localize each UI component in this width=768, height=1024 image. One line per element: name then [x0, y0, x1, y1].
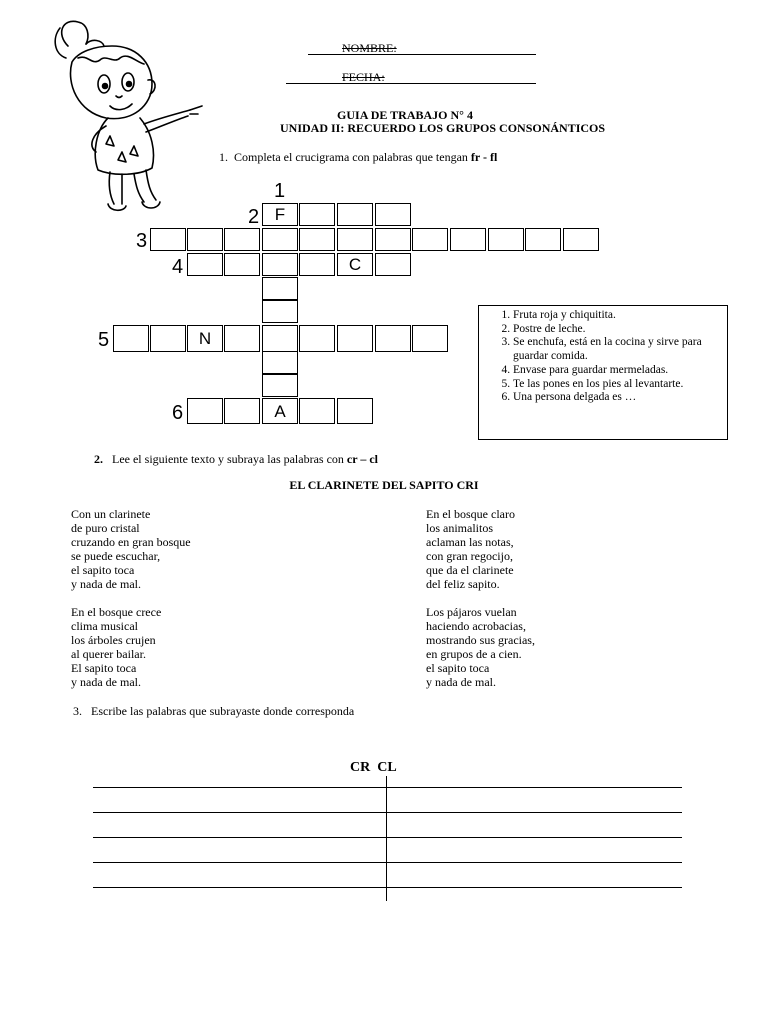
- crossword-letter-f: F: [274, 205, 286, 224]
- crossword-cell[interactable]: [450, 228, 486, 251]
- clues-box: [478, 305, 728, 440]
- crossword-cell[interactable]: [337, 398, 373, 424]
- crossword-cell[interactable]: [187, 228, 223, 251]
- answer-line[interactable]: [93, 862, 682, 863]
- crossword-cell[interactable]: [337, 325, 373, 352]
- crossword-cell[interactable]: [262, 398, 298, 424]
- poem-line: aclaman las notas,: [426, 535, 514, 549]
- clue-item: 3. Se enchufa, está en la cocina y sirve para guardar comida.: [513, 336, 723, 363]
- answer-line[interactable]: [93, 787, 682, 788]
- section1-text: Completa el crucigrama con palabras que tengan: [234, 150, 471, 164]
- answer-line[interactable]: [93, 812, 682, 813]
- section3-number: 3.: [73, 704, 82, 718]
- poem-line: y nada de mal.: [71, 675, 141, 689]
- page-subtitle: UNIDAD II: RECUERDO LOS GRUPOS CONSONÁNTICOS: [280, 121, 606, 135]
- stanza-1: [71, 507, 191, 591]
- clue-number-3: 3: [136, 230, 148, 252]
- crossword-cell[interactable]: [224, 228, 260, 251]
- crossword-cell[interactable]: [262, 325, 298, 352]
- crossword-letter-a: A: [274, 402, 286, 421]
- section2-instruction: [94, 452, 378, 467]
- poem-line: de puro cristal: [71, 521, 140, 535]
- crossword-cell[interactable]: [262, 228, 298, 251]
- clue-item: 4. Envase para guardar mermeladas.: [513, 364, 723, 378]
- section3-text: Escribe las palabras que subrayaste donde corresponda: [91, 704, 355, 718]
- poem-title: EL CLARINETE DEL SAPITO CRI: [289, 478, 479, 492]
- poem-line: el sapito toca: [71, 563, 135, 577]
- poem-left-column: [71, 507, 191, 703]
- clue-item: 1. Fruta roja y chiquitita.: [513, 309, 723, 323]
- answer-line[interactable]: [93, 837, 682, 838]
- stanza-3: [426, 507, 535, 591]
- crossword-cell[interactable]: [563, 228, 599, 251]
- crossword-cell[interactable]: [337, 228, 373, 251]
- clue-item: 2. Postre de leche.: [513, 323, 723, 337]
- page-title: GUIA DE TRABAJO N° 4: [337, 108, 473, 122]
- crossword-cell[interactable]: [224, 398, 260, 424]
- poem-line: cruzando en gran bosque: [71, 535, 191, 549]
- crossword-letter-c: C: [348, 255, 362, 274]
- column-header-cl: CL: [377, 760, 397, 775]
- poem-line: se puede escuchar,: [71, 549, 161, 563]
- poem-line: que da el clarinete: [426, 563, 514, 577]
- section2-bold: cr – cl: [346, 452, 379, 466]
- poem-line: haciendo acrobacias,: [426, 619, 526, 633]
- clue-item: 5. Te las pones en los pies al levantarte.: [513, 378, 723, 392]
- poem-line: Los pájaros vuelan: [426, 605, 517, 619]
- clue-item: 6. Una persona delgada es …: [513, 391, 723, 405]
- crossword-cell[interactable]: [337, 203, 373, 226]
- poem-right-column: [426, 507, 535, 703]
- poem-line: En el bosque crece: [71, 605, 162, 619]
- section3-instruction: [73, 704, 354, 719]
- crossword-cell[interactable]: [299, 325, 335, 352]
- crossword-cell[interactable]: [262, 374, 298, 397]
- crossword-cell[interactable]: [224, 325, 260, 352]
- crossword-cell[interactable]: [224, 253, 260, 276]
- poem-line: clima musical: [71, 619, 138, 633]
- poem-line: y nada de mal.: [71, 577, 141, 591]
- crossword-cell[interactable]: [299, 203, 335, 226]
- crossword-cell[interactable]: [375, 203, 411, 226]
- stanza-4: [426, 605, 535, 689]
- section2-text: Lee el siguiente texto y subraya las palabras con: [112, 452, 347, 466]
- answer-line[interactable]: [93, 887, 682, 888]
- name-label: NOMBRE:: [342, 41, 397, 55]
- poem-line: al querer bailar.: [71, 647, 146, 661]
- clue-number-2: 2: [248, 206, 260, 228]
- crossword-cell[interactable]: [412, 228, 448, 251]
- poem-line: en grupos de a cien.: [426, 647, 522, 661]
- crossword-cell[interactable]: [299, 398, 335, 424]
- poem-line: El sapito toca: [71, 661, 137, 675]
- section1-number: 1.: [219, 150, 228, 164]
- clues-list: [483, 309, 723, 405]
- poem-line: con gran regocijo,: [426, 549, 513, 563]
- clue-number-6: 6: [172, 402, 184, 424]
- date-label: FECHA:: [342, 70, 385, 84]
- poem-line: y nada de mal.: [426, 675, 496, 689]
- poem-line: mostrando sus gracias,: [426, 633, 535, 647]
- clue-number-1: 1: [274, 180, 286, 202]
- crossword-cell[interactable]: [262, 277, 298, 300]
- crossword-cell[interactable]: [187, 253, 223, 276]
- section2-number: 2.: [94, 452, 103, 466]
- crossword-cell[interactable]: [337, 253, 373, 276]
- poem-line: Con un clarinete: [71, 507, 151, 521]
- stanza-2: [71, 605, 191, 689]
- table-header: [350, 760, 397, 776]
- clue-number-4: 4: [172, 256, 184, 278]
- crossword-letter-n: N: [198, 329, 212, 348]
- poem-line: el sapito toca: [426, 661, 490, 675]
- crossword-cell[interactable]: [262, 300, 298, 323]
- crossword-cell[interactable]: [412, 325, 448, 352]
- clue-number-5: 5: [98, 329, 110, 351]
- crossword-cell[interactable]: [187, 325, 223, 352]
- crossword-cell[interactable]: [525, 228, 561, 251]
- crossword-cell[interactable]: [262, 351, 298, 374]
- poem-line: del feliz sapito.: [426, 577, 500, 591]
- crossword-cell[interactable]: [150, 228, 186, 251]
- table-divider: [386, 776, 387, 901]
- crossword-cell[interactable]: [375, 325, 411, 352]
- crossword-cell[interactable]: [375, 228, 411, 251]
- poem-line: los animalitos: [426, 521, 493, 535]
- poem-line: los árboles crujen: [71, 633, 156, 647]
- crossword-cell[interactable]: [488, 228, 524, 251]
- crossword-cell[interactable]: [375, 253, 411, 276]
- crossword-cell[interactable]: [262, 253, 298, 276]
- column-header-cr: CR: [350, 760, 371, 775]
- crossword-cell[interactable]: [262, 203, 298, 226]
- crossword-cell[interactable]: [150, 325, 186, 352]
- crossword-cell[interactable]: [299, 228, 335, 251]
- crossword-cell[interactable]: [113, 325, 149, 352]
- poem-line: En el bosque claro: [426, 507, 515, 521]
- crossword-cell[interactable]: [187, 398, 223, 424]
- section1-bold: fr - fl: [470, 150, 498, 164]
- crossword-cell[interactable]: [299, 253, 335, 276]
